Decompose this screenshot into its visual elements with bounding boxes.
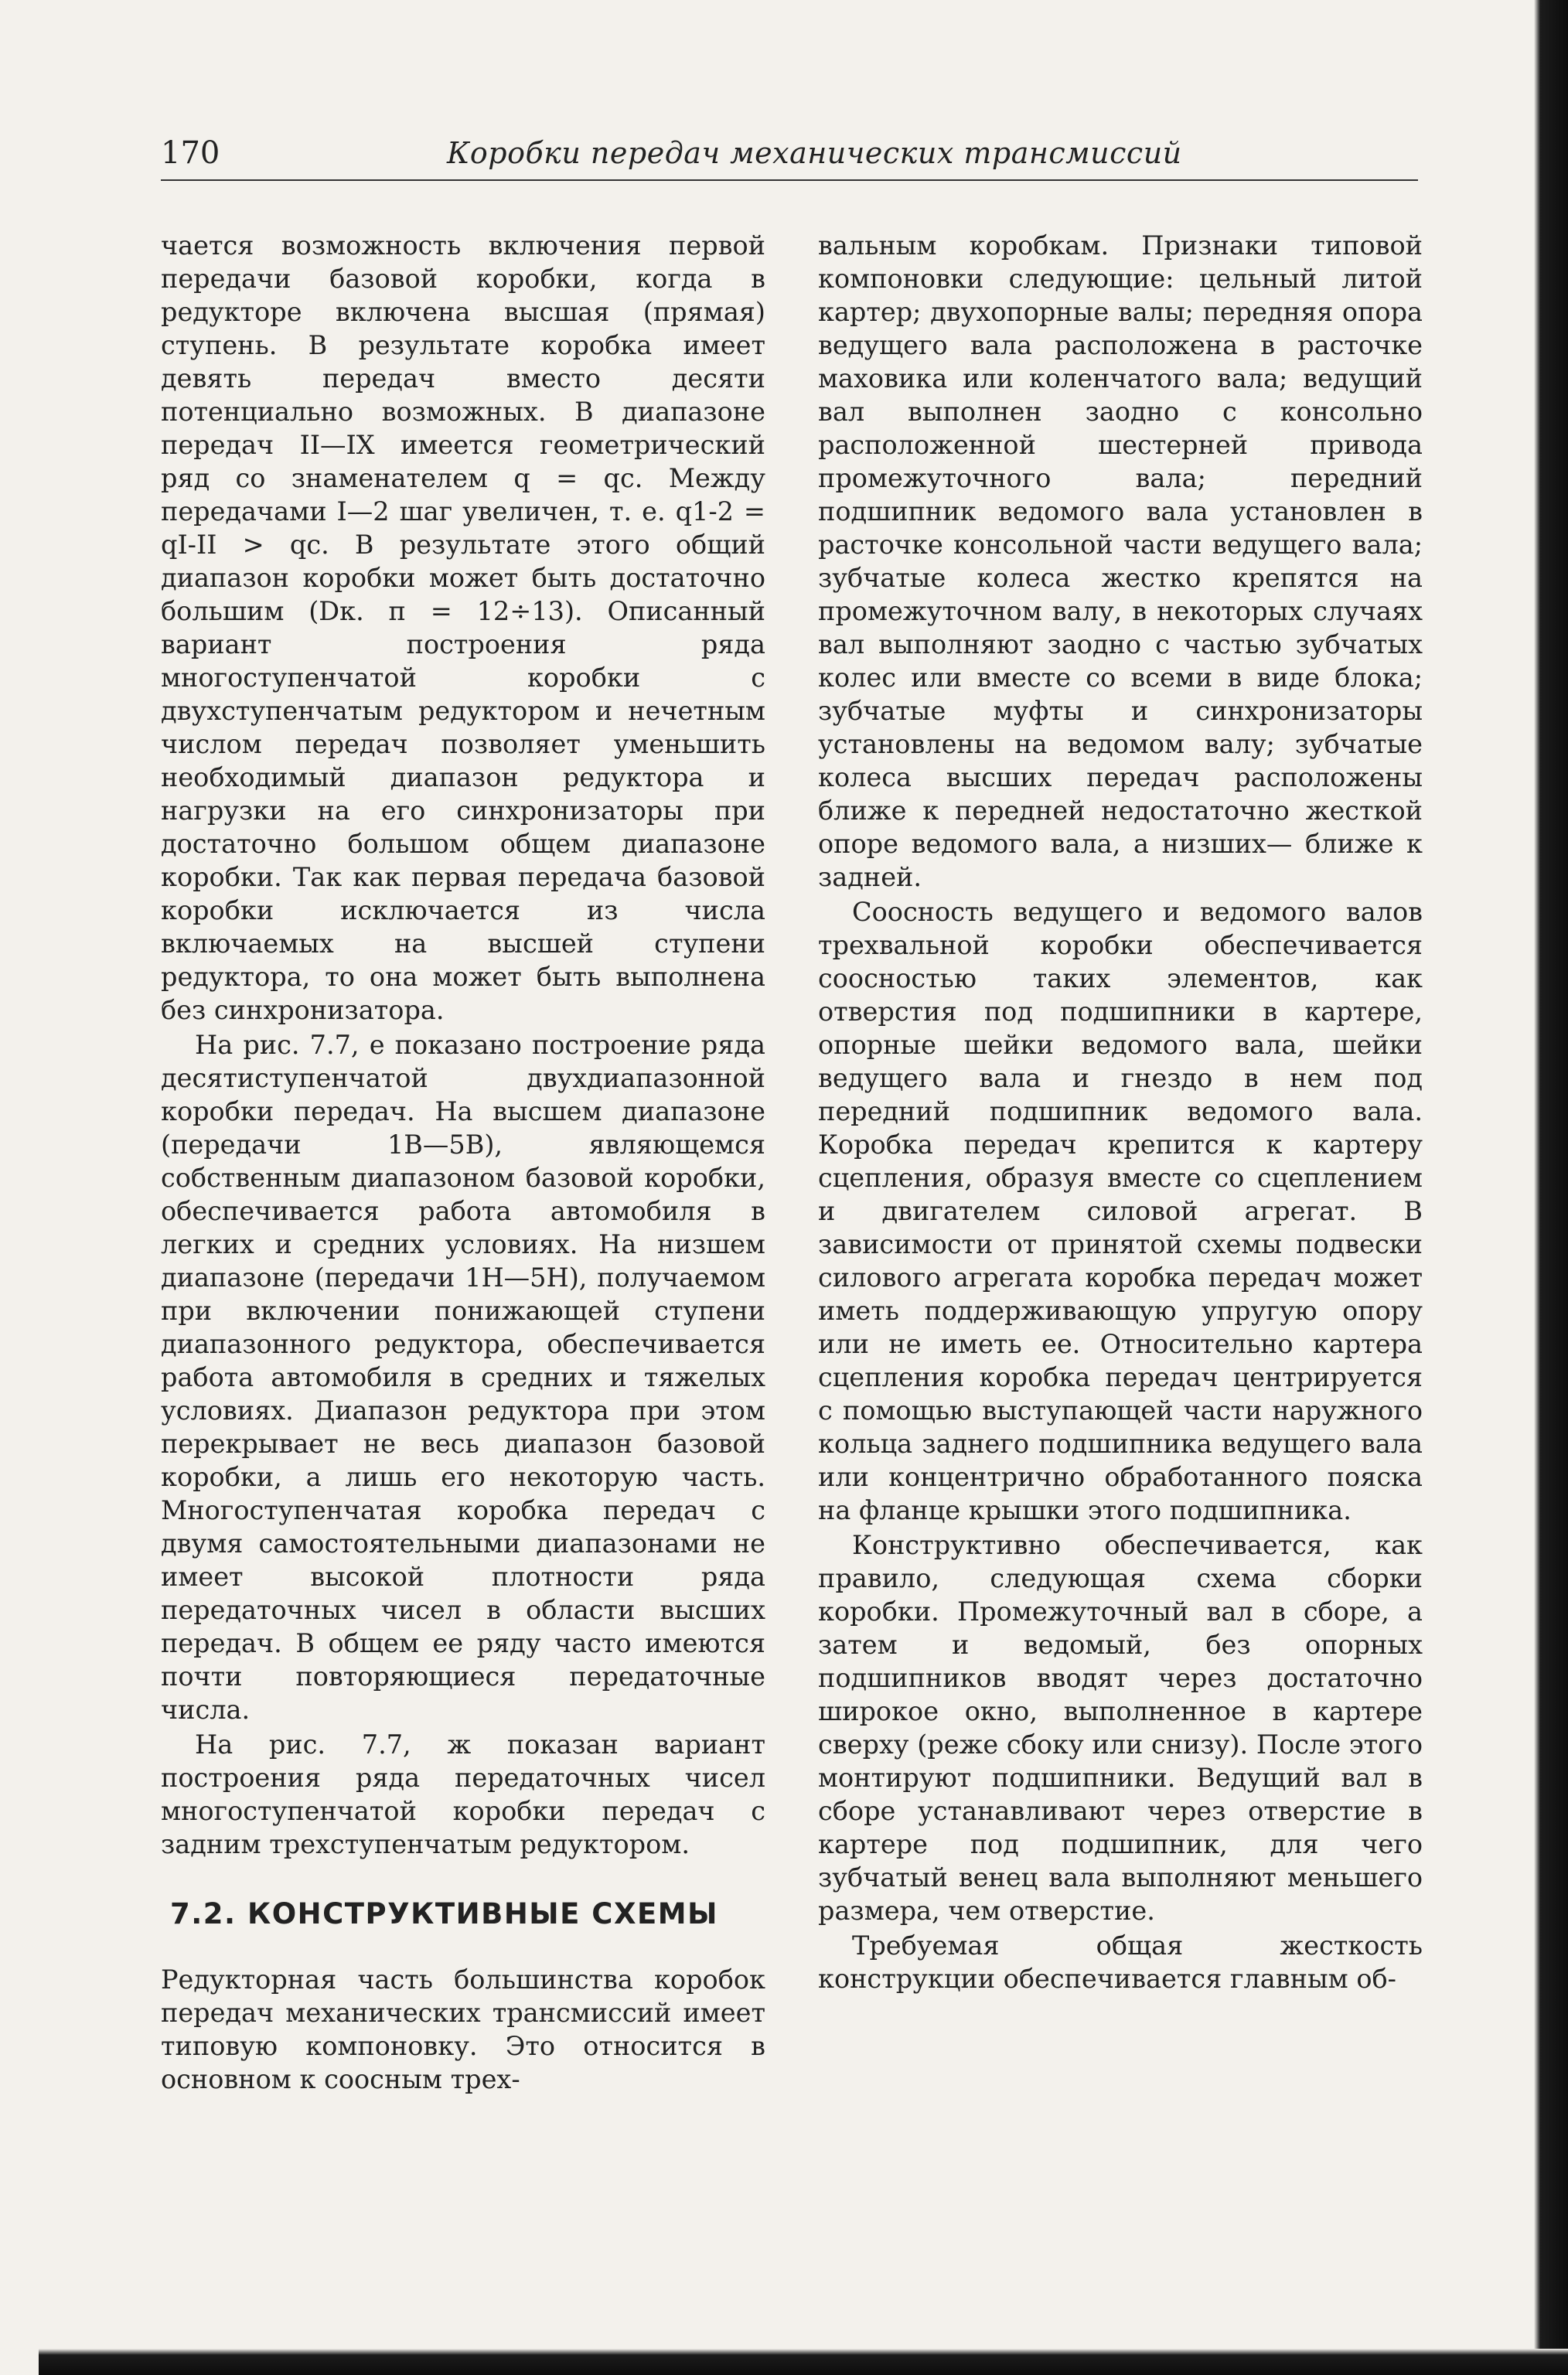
page-number: 170 (161, 135, 220, 171)
left-paragraph-1: чается возможность включения первой передачи базовой коробки, когда в редукторе включена высшая (прямая) ступень. В результате коробка имеет девять передач вместо десяти потенциально возможных. В диапазоне передач II—IX имеется геометрический ряд со знаменателем q = qс. Между передачами I—2 шаг увеличен, т. е. q1-2 = qI-II > qс. В результате этого общий диапазон коробки может быть достаточно большим (Dк. п = 12÷13). Описанный вариант построения ряда многоступенчатой коробки с двухступенчатым редуктором и нечетным числом передач позволяет уменьшить необходимый диапазон редуктора и нагрузки на его синхронизаторы при достаточно большом общем диапазоне коробки. Так как первая передача базовой коробки исключается из числа включаемых на высшей ступени редуктора, то она может быть выполнена без синхронизатора. (161, 230, 765, 1025)
right-column (818, 229, 1423, 1995)
left-paragraph-4: Редукторная часть большинства коробок передач механических трансмиссий имеет типовую компоновку. Это относится в основном к соосным трех- (161, 1964, 765, 2094)
right-paragraph-3: Конструктивно обеспечивается, как правило, следующая схема сборки коробки. Промежуточный вал в сборе, а затем и ведомый, без опорных подшипников вводят через достаточно широкое окно, выполненное в картере сверху (реже сбоку или снизу). После этого монтируют подшипники. Ведущий вал в сборе устанавливают через отверстие в картере под подшипник, для чего зубчатый венец вала выполняют меньшего размера, чем отверстие. (818, 1530, 1423, 1926)
right-paragraph-2: Соосность ведущего и ведомого валов трехвальной коробки обеспечивается соосностью таких элементов, как отверстия под подшипники в картере, опорные шейки ведомого вала, шейки ведущего вала и гнездо в нем под передний подшипник ведомого вала. Коробка передач крепится к картеру сцепления, образуя вместе со сцеплением и двигателем силовой агрегат. В зависимости от принятой схемы подвески силового агрегата коробка передач может иметь поддерживающую упругую опору или не иметь ее. Относительно картера сцепления коробка передач центрируется с помощью выступающей части наружного кольца заднего подшипника ведущего вала или концентрично обработанного пояска на фланце крышки этого подшипника. (818, 897, 1423, 1525)
left-column (161, 229, 765, 2096)
left-paragraph-3: На рис. 7.7, ж показан вариант построения ряда передаточных чисел многоступенчатой коробки передач с задним трехступенчатым редуктором. (161, 1729, 765, 1859)
running-header (161, 131, 1413, 178)
right-paragraph-4: Требуемая общая жесткость конструкции обеспечивается главным об- (818, 1930, 1423, 1994)
header-rule (161, 179, 1418, 181)
page-edge-shadow-bottom (39, 2349, 1568, 2375)
left-paragraph-2: На рис. 7.7, е показано построение ряда десятиступенчатой двухдиапазонной коробки передач. На высшем диапазоне (передачи 1В—5В), являющемся собственным диапазоном базовой коробки, обеспечивается работа автомобиля в легких и средних условиях. На низшем диапазоне (передачи 1Н—5Н), получаемом при включении понижающей ступени диапазонного редуктора, обеспечивается работа автомобиля в средних и тяжелых условиях. Диапазон редуктора при этом перекрывает не весь диапазон базовой коробки, а лишь его некоторую часть. Многоступенчатая коробка передач с двумя самостоятельными диапазонами не имеет высокой плотности ряда передаточных чисел в области высших передач. В общем ее ряду часто имеются почти повторяющиеся передаточные числа. (161, 1030, 765, 1725)
page-edge-shadow-right (1534, 0, 1568, 2375)
right-paragraph-1: вальным коробкам. Признаки типовой компоновки следующие: цельный литой картер; двухопорные валы; передняя опора ведущего вала расположена в расточке маховика или коленчатого вала; ведущий вал выполнен заодно с консольно расположенной шестерней привода промежуточного вала; передний подшипник ведомого вала установлен в расточке консольной части ведущего вала; зубчатые колеса жестко крепятся на промежуточном валу, в некоторых случаях вал выполняют заодно с частью зубчатых колес или вместе со всеми в виде блока; зубчатые муфты и синхронизаторы установлены на ведомом валу; зубчатые колеса высших передач расположены ближе к передней недостаточно жесткой опоре ведомого вала, а низших— ближе к задней. (818, 230, 1423, 892)
section-heading: 7.2. КОНСТРУКТИВНЫЕ СХЕМЫ (170, 1897, 718, 1930)
running-title: Коробки передач механических трансмиссий (447, 136, 1182, 170)
